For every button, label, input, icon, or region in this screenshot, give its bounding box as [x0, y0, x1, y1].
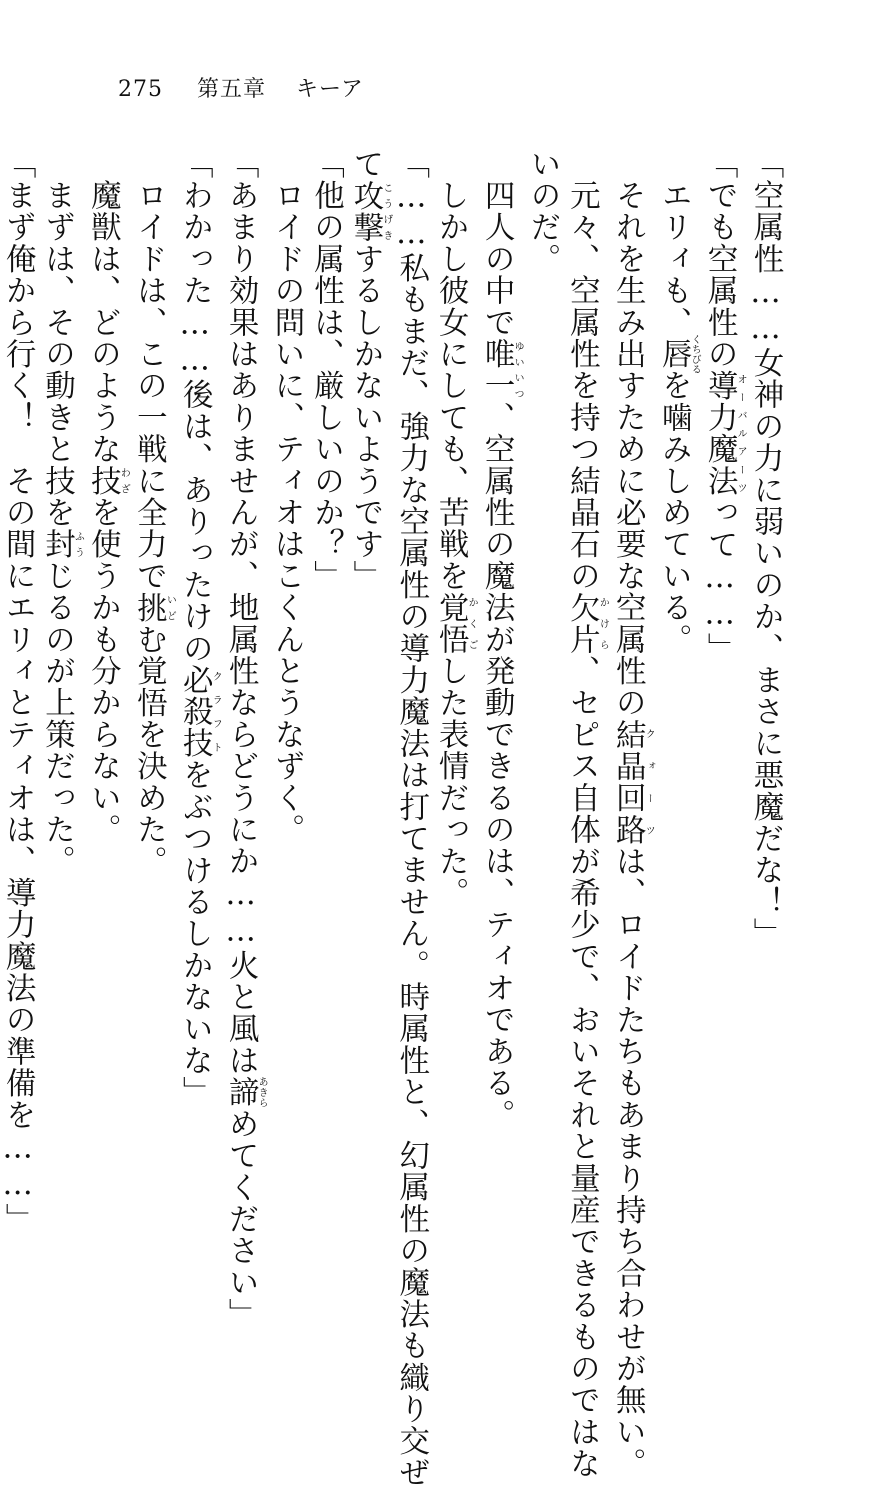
ruby-text: わざ	[118, 465, 130, 497]
text-line: いのだ。	[524, 148, 560, 275]
text-line: て攻撃こうげきするしかないようです」	[347, 148, 392, 592]
ruby-text: かけら	[597, 591, 609, 656]
text-line: しかし彼女にしても、苦戦を覚悟かくごした表情だった。	[433, 148, 478, 909]
text-line: 「空属性……女神の力に弱いのか、まさに悪魔だな！」	[748, 148, 783, 950]
ruby-text: あきら	[256, 1076, 268, 1109]
ruby-text: いど	[164, 591, 176, 624]
text-line: 「他の属性は、厳しいのか？」	[308, 148, 344, 592]
ruby-text: ふう	[72, 528, 84, 561]
text-line: それを生み出すために必要な空属性の結晶回路クォーツは、ロイドたちもあまり持ち合わせが無い。	[610, 148, 655, 1480]
text-line: 「……私もまだ、強力な空属性の導力魔法は打てません。時属性と、幻属性の魔法も織り交ぜ	[393, 148, 429, 1488]
text-line: エリィも、唇くちびるを噛みしめている。	[656, 148, 701, 656]
ruby-text: クォーツ	[643, 718, 655, 846]
text-line: 「まず俺から行く！ その間にエリィとティオは、導力魔法の準備を……」	[0, 148, 36, 1235]
page-number: 275	[118, 77, 163, 102]
text-line: 「でも空属性の導力魔法オーバルアーツって……」	[702, 148, 747, 665]
text-line: 「わかった……後は、ありったけの必殺技クラフトをぶつけるしかないな」	[177, 148, 222, 1109]
text-line: 四人の中で唯一ゆいいつ、空属性の魔法が発動できるのは、ティオである。	[479, 148, 524, 1131]
ruby-text: ゆいいつ	[512, 338, 524, 402]
chapter-title: キーア	[296, 77, 364, 102]
ruby-text: かくご	[466, 591, 478, 656]
chapter-label: 第五章	[197, 77, 267, 102]
text-line: 元々、空属性を持つ結晶石の欠片かけら、セピス自体が希少で、おいそれと量産できるものではな	[564, 148, 609, 1480]
ruby-text: くちびる	[689, 334, 701, 375]
ruby-text: オーバルアーツ	[735, 369, 747, 497]
text-line: ロイドは、この一戦に全力で挑いどむ覚悟を決めた。	[131, 148, 176, 878]
text-line: まずは、その動きと技を封ふうじるのが上策だった。	[39, 148, 84, 878]
vertical-body-text	[0, 148, 785, 1488]
text-line: 魔獣は、どのような技わざを使うかも分からない。	[85, 148, 130, 846]
ruby-text: こうげき	[380, 179, 392, 244]
text-line: ロイドの問いに、ティオはこくんとうなずく。	[269, 148, 305, 846]
running-header	[118, 72, 364, 103]
text-line: 「あまり効果はありませんが、地属性ならどうにか……火と風は諦あきらめてください」	[223, 148, 268, 1330]
ruby-text: クラフト	[210, 664, 222, 760]
